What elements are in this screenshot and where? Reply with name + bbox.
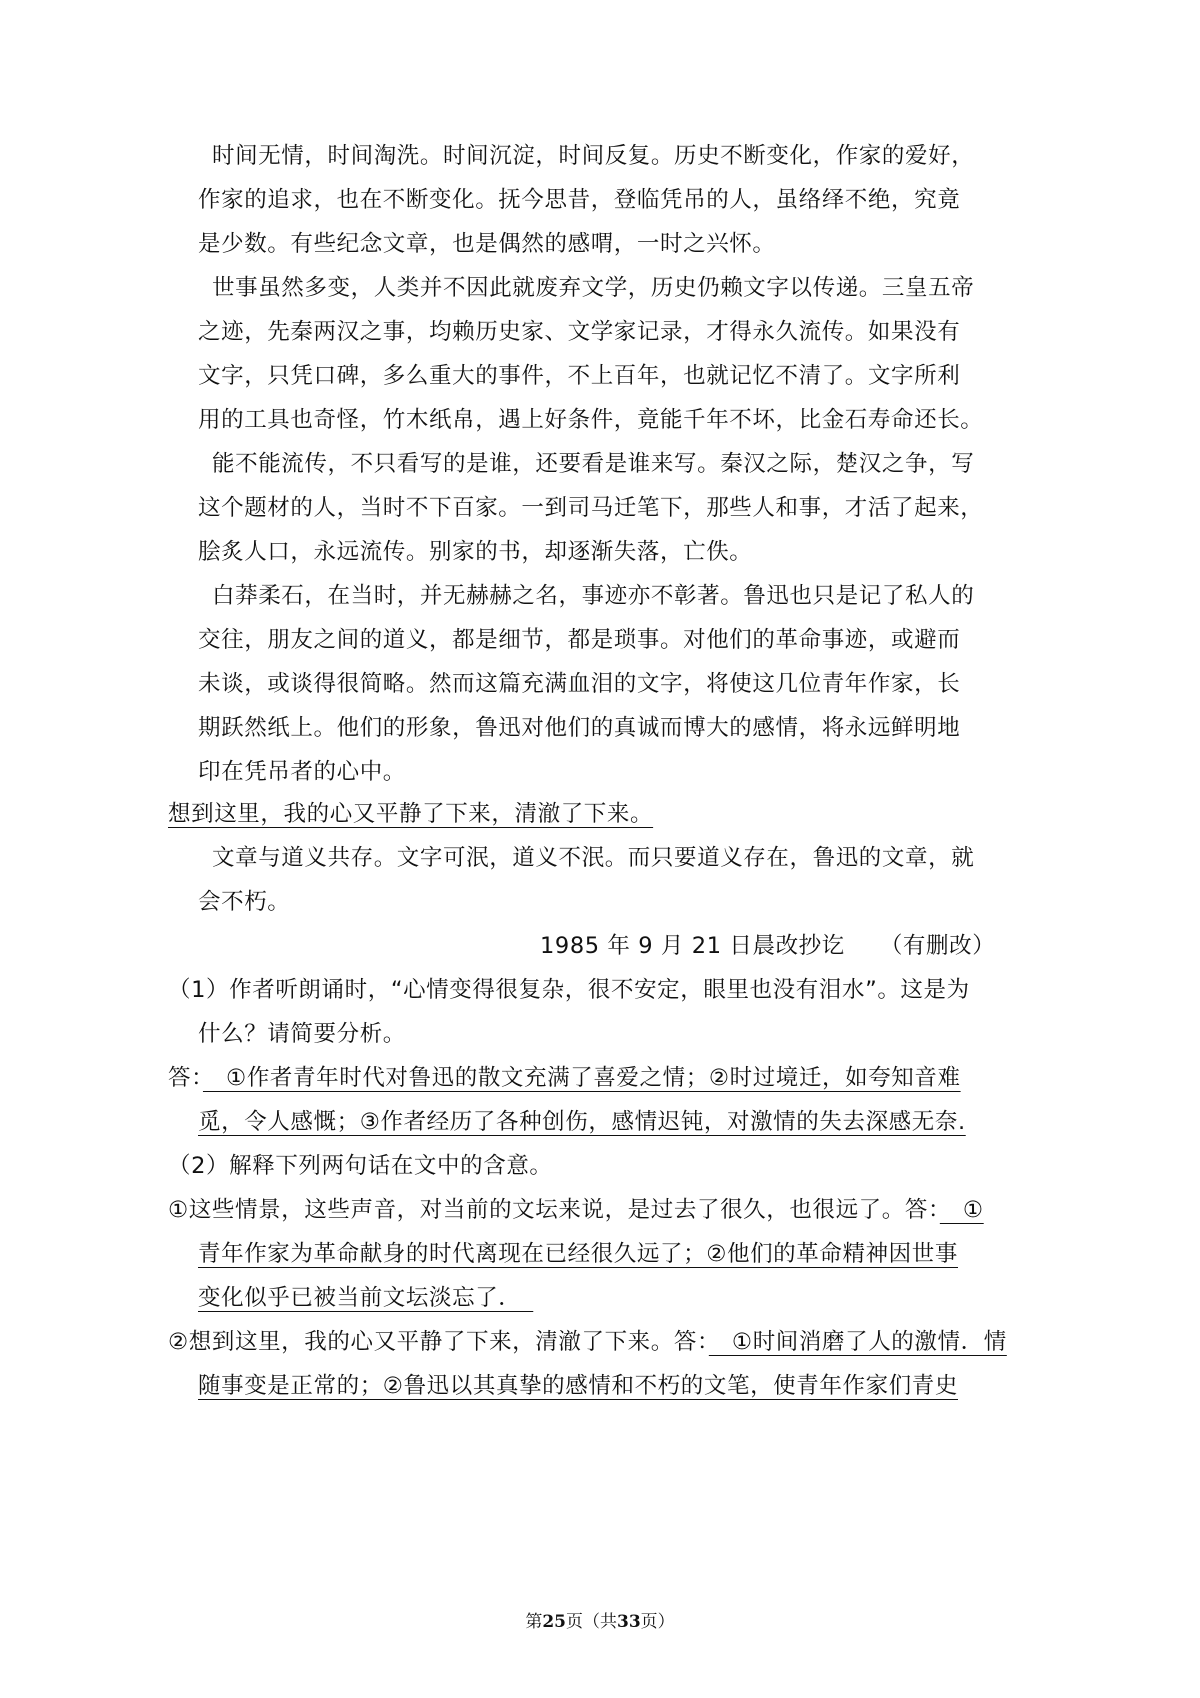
paragraph-6-line-2: 会不朽。 xyxy=(198,889,291,915)
question-2-1-line-1 xyxy=(168,1190,984,1230)
footer-prefix: 第 xyxy=(525,1612,543,1632)
date-signature: 1985 年 9 月 21 日晨改抄讫 （有删改） xyxy=(540,933,996,959)
paragraph-6-line-1: 文章与道义共存。文字可泯，道义不泯。而只要道义存在，鲁迅的文章，就 xyxy=(212,845,975,871)
question-2-2-line-1 xyxy=(168,1322,1007,1362)
footer-suffix: 页） xyxy=(640,1612,675,1632)
paragraph-2-line-3: 文字，只凭口碑，多么重大的事件，不上百年，也就记忆不清了。文字所利 xyxy=(198,363,961,389)
answer-label: 答： xyxy=(168,1065,203,1091)
question-2-1-text: ①这些情景，这些声音，对当前的文坛来说，是过去了很久，也很远了。答： xyxy=(168,1197,940,1223)
question-1-line-1: （1）作者听朗诵时，“心情变得很复杂，很不安定，眼里也没有泪水”。这是为 xyxy=(168,977,970,1003)
paragraph-4-line-5: 印在凭吊者的心中。 xyxy=(198,759,406,785)
paragraph-4-line-3: 未谈，或谈得很简略。然而这篇充满血泪的文字，将使这几位青年作家，长 xyxy=(198,671,961,697)
answer-1-text: ①作者青年时代对鲁迅的散文充满了喜爱之情；②时过境迁，如夸知音难 xyxy=(202,1065,961,1091)
paragraph-1-line-3: 是少数。有些纪念文章，也是偶然的感喟，一时之兴怀。 xyxy=(198,231,776,257)
paragraph-1-line-2: 作家的追求，也在不断变化。抚今思昔，登临凭吊的人，虽络绎不绝，究竟 xyxy=(198,187,961,213)
answer-2-1-start: ① xyxy=(939,1197,984,1223)
footer-page-number: 25 xyxy=(542,1612,566,1632)
paragraph-2-line-4: 用的工具也奇怪，竹木纸帛，遇上好条件，竟能千年不坏，比金石寿命还长。 xyxy=(198,407,984,433)
paragraph-1-line-1: 时间无情，时间淘洗。时间沉淀，时间反复。历史不断变化，作家的爱好， xyxy=(212,143,975,169)
answer-2-2-line-2: 随事变是正常的；②鲁迅以其真挚的感情和不朽的文笔，使青年作家们青史 xyxy=(198,1373,958,1399)
question-1-line-2: 什么？请简要分析。 xyxy=(198,1021,406,1047)
question-2-2-text: ②想到这里，我的心又平静了下来，清澈了下来。答： xyxy=(168,1329,709,1355)
question-2-heading: （2）解释下列两句话在文中的含意。 xyxy=(168,1153,553,1179)
answer-1-line-1 xyxy=(168,1058,961,1098)
answer-1-line-2: 觅，令人感慨；③作者经历了各种创伤，感情迟钝，对激情的失去深感无奈. xyxy=(198,1109,966,1135)
paragraph-2-line-2: 之迹，先秦两汉之事，均赖历史家、文学家记录，才得永久流传。如果没有 xyxy=(198,319,961,345)
answer-2-2-start: ①时间消磨了人的激情．情 xyxy=(708,1329,1007,1355)
paragraph-3-line-1: 能不能流传，不只看写的是谁，还要看是谁来写。秦汉之际，楚汉之争，写 xyxy=(212,451,975,477)
paragraph-4-line-4: 期跃然纸上。他们的形象，鲁迅对他们的真诚而博大的感情，将永远鲜明地 xyxy=(198,715,961,741)
paragraph-4-line-1: 白莽柔石，在当时，并无赫赫之名，事迹亦不彰著。鲁迅也只是记了私人的 xyxy=(212,583,975,609)
paragraph-2-line-1: 世事虽然多变，人类并不因此就废弃文学，历史仍赖文字以传递。三皇五帝 xyxy=(212,275,975,301)
footer-middle: 页（共 xyxy=(566,1612,617,1632)
page-footer xyxy=(0,1610,1200,1634)
underlined-sentence: 想到这里，我的心又平静了下来，清澈了下来。 xyxy=(168,801,654,827)
paragraph-4-line-2: 交往，朋友之间的道义，都是细节，都是琐事。对他们的革命事迹，或避而 xyxy=(198,627,961,653)
paragraph-3-line-3: 脍炙人口，永远流传。别家的书，却逐渐失落，亡佚。 xyxy=(198,539,753,565)
footer-total-pages: 33 xyxy=(617,1612,641,1632)
paragraph-3-line-2: 这个题材的人，当时不下百家。一到司马迁笔下，那些人和事，才活了起来， xyxy=(198,495,984,521)
answer-2-1-line-3: 变化似乎已被当前文坛淡忘了． xyxy=(198,1285,534,1311)
answer-2-1-line-2: 青年作家为革命献身的时代离现在已经很久远了；②他们的革命精神因世事 xyxy=(198,1241,958,1267)
